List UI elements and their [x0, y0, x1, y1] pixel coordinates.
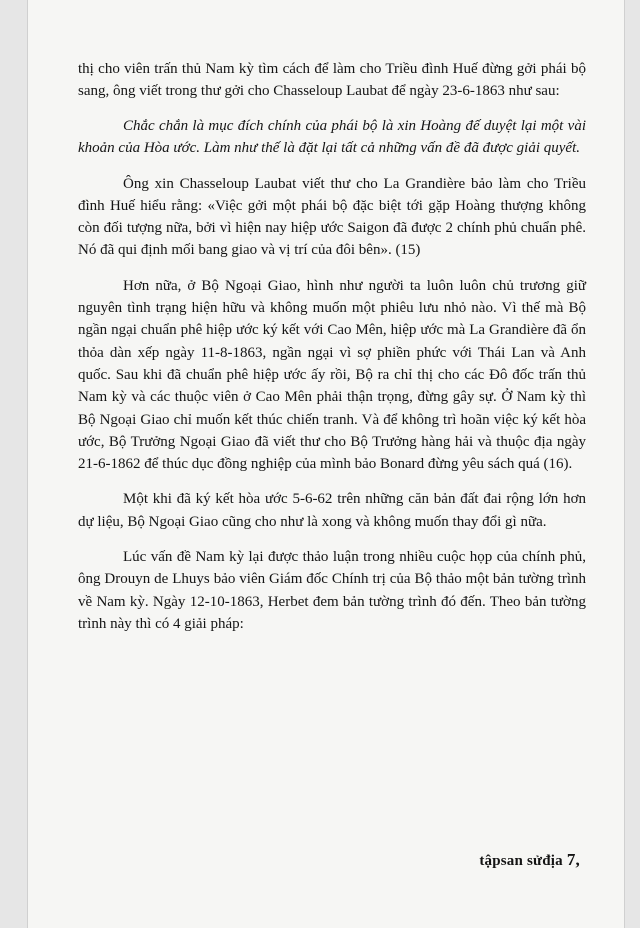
paragraph-chasseloup-request: Ông xin Chasseloup Laubat viết thư cho La Grandière bảo làm cho Triều đình Huế hiểu rằng: «Việc gởi một phái bộ đặc biệt tới gặp Hoàng thượng không còn đối tượng nữa, bởi vì hiện nay hiệp ước Saigon đã được 2 chính phủ chuẩn phê. Nó đã qui định mối bang giao và vị trí của đôi bên». (15) [78, 175, 586, 259]
page-number: 7, [566, 850, 580, 869]
paragraph-report-solutions: Lúc vấn đề Nam kỳ lại được thảo luận trong nhiều cuộc họp của chính phủ, ông Drouyn de Lhuys bảo viên Giám đốc Chính trị của Bộ thảo một bản tường trình về Nam kỳ. Ngày 12-10-1863, Herbet đem bản tường trình đó đến. Theo bản tường trình này thì có 4 giải pháp: [78, 549, 586, 632]
paragraph-treaty-signed: Một khi đã ký kết hòa ước 5-6-62 trên những căn bản đất đai rộng lớn hơn dự liệu, Bộ Ngoại Giao cũng cho như là xong và không muốn thay đổi gì nữa. [78, 491, 586, 530]
paragraph-continuation: thị cho viên trấn thủ Nam kỳ tìm cách để làm cho Triều đình Huế đừng gởi phái bộ sang, ông viết trong thư gởi cho Chasseloup Laubat để ngày 23-6-1863 như sau: [78, 61, 586, 100]
page-body [78, 58, 586, 648]
paragraph-foreign-ministry: Hơn nữa, ở Bộ Ngoại Giao, hình như người ta luôn luôn chủ trương giữ nguyên tình trạng hiện hữu và không muốn một phiêu lưu nhỏ nào. Vì thế mà Bộ ngần ngại chuẩn phê hiệp ước ký kết với Cao Mên, hiệp ước mà La Grandière đã ổn thỏa dàn xếp ngày 11-8-1863, ngần ngại vì sợ phiền phức với Thái Lan và Anh quốc. Sau khi đã chuẩn phê hiệp ước ấy rồi, Bộ ra chỉ thị cho các Đô đốc trấn thủ Nam kỳ và các thuộc viên ở Cao Mên phải thận trọng, đừng gây sự. Ở Nam kỳ thì Bộ Ngoại Giao chỉ muốn kết thúc chiến tranh. Và để không trì hoãn việc ký kết hòa ước, Bộ Trưởng Ngoại Giao đã viết thư cho Bộ Trưởng hàng hải và thuộc địa ngày 21-6-1862 để thúc dục đồng nghiệp của mình bảo Bonard đừng yêu sách quá (16). [78, 277, 586, 473]
publication-name: tậpsan sửđịa [479, 853, 563, 869]
quoted-letter-excerpt: Chắc chắn là mục đích chính của phái bộ là xin Hoàng đế duyệt lại một vài khoản của Hòa ước. Làm như thế là đặt lại tất cả những vấn đề đã được giải quyết. [78, 117, 586, 156]
document-page [28, 0, 624, 928]
page-footer [479, 850, 580, 870]
